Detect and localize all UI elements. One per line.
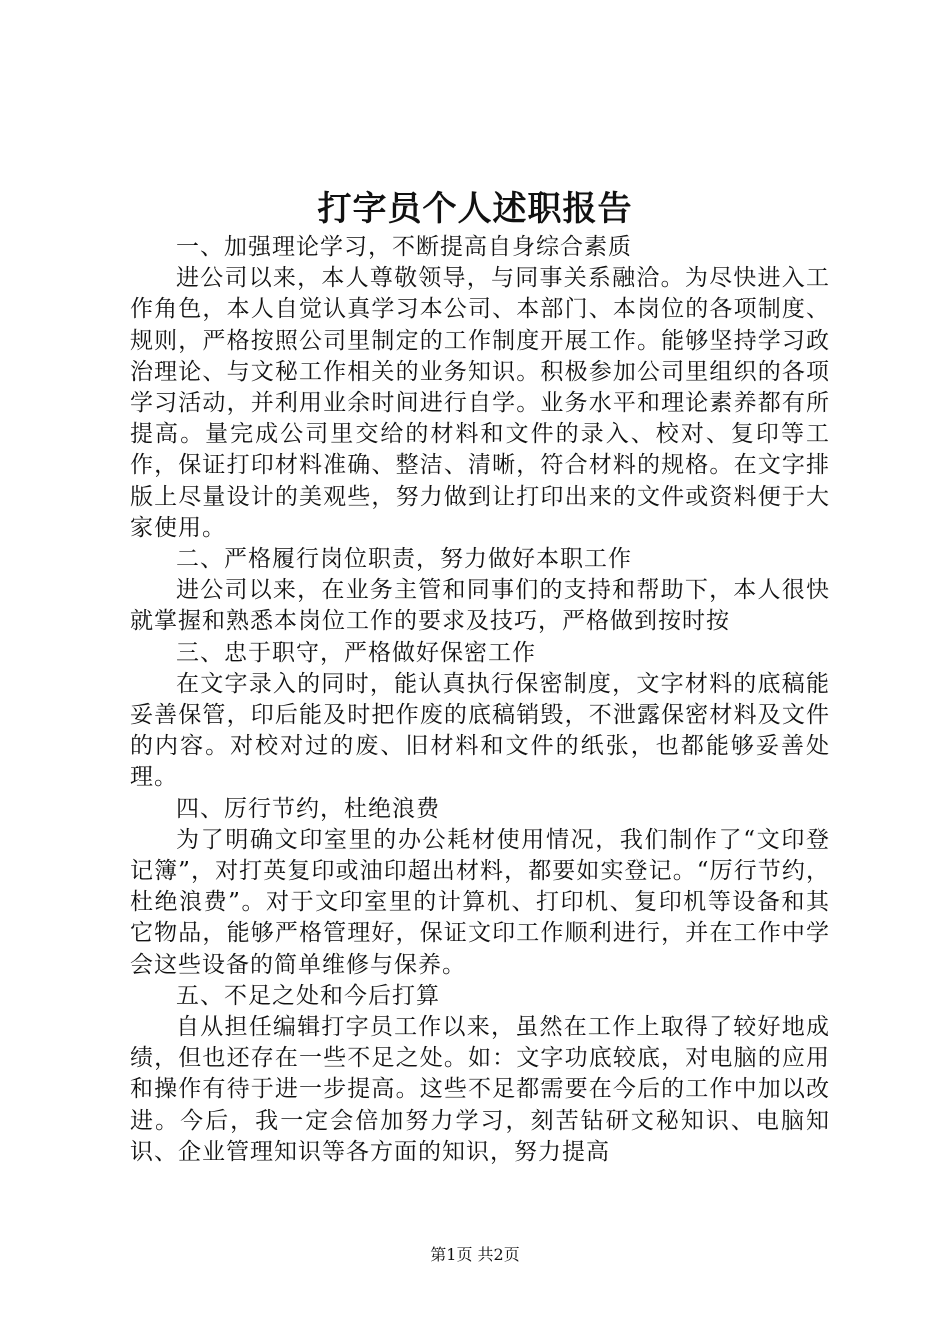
page-footer: 第1页 共2页	[430, 1245, 520, 1264]
paragraph-3: 在文字录入的同时，能认真执行保密制度，文字材料的底稿能妥善保管，印后能及时把作废的底稿销毁，不泄露保密材料及文件的内容。对校对过的废、旧材料和文件的纸张，也都能够妥善处理。	[130, 670, 830, 791]
section-heading-4: 四、厉行节约，杜绝浪费	[176, 795, 440, 822]
paragraph-1: 进公司以来，本人尊敬领导，与同事关系融洽。为尽快进入工作角色，本人自觉认真学习本公司、本部门、本岗位的各项制度、规则，严格按照公司里制定的工作制度开展工作。能够坚持学习政治理论、与文秘工作相关的业务知识。积极参加公司里组织的各项学习活动，并利用业余时间进行自学。业务水平和理论素养都有所提高。量完成公司里交给的材料和文件的录入、校对、复印等工作，保证打印材料准确、整洁、清晰，符合材料的规格。在文字排版上尽量设计的美观些，努力做到让打印出来的文件或资料便于大家使用。	[130, 265, 830, 541]
paragraph-5: 自从担任编辑打字员工作以来，虽然在工作上取得了较好地成绩，但也还存在一些不足之处。如：文字功底较底，对电脑的应用和操作有待于进一步提高。这些不足都需要在今后的工作中加以改进。今后，我一定会倍加努力学习，刻苦钻研文秘知识、电脑知识、企业管理知识等各方面的知识，努力提高	[130, 1014, 830, 1165]
paragraph-4: 为了明确文印室里的办公耗材使用情况，我们制作了“文印登记簿”，对打英复印或油印超出材料，都要如实登记。“厉行节约，杜绝浪费”。对于文印室里的计算机、打印机、复印机等设备和其它物品，能够严格管理好，保证文印工作顺利进行，并在工作中学会这些设备的简单维修与保养。	[130, 826, 830, 978]
section-heading-5: 五、不足之处和今后打算	[176, 982, 440, 1009]
section-heading-2: 二、严格履行岗位职责，努力做好本职工作	[176, 546, 632, 573]
document-title: 打字员个人述职报告	[317, 189, 633, 229]
document-body	[130, 232, 830, 1168]
paragraph-2: 进公司以来，在业务主管和同事们的支持和帮助下，本人很快就掌握和熟悉本岗位工作的要求及技巧，严格做到按时按	[130, 577, 830, 635]
section-heading-1: 一、加强理论学习，不断提高自身综合素质	[176, 234, 632, 260]
section-heading-3: 三、忠于职守，严格做好保密工作	[176, 639, 536, 666]
